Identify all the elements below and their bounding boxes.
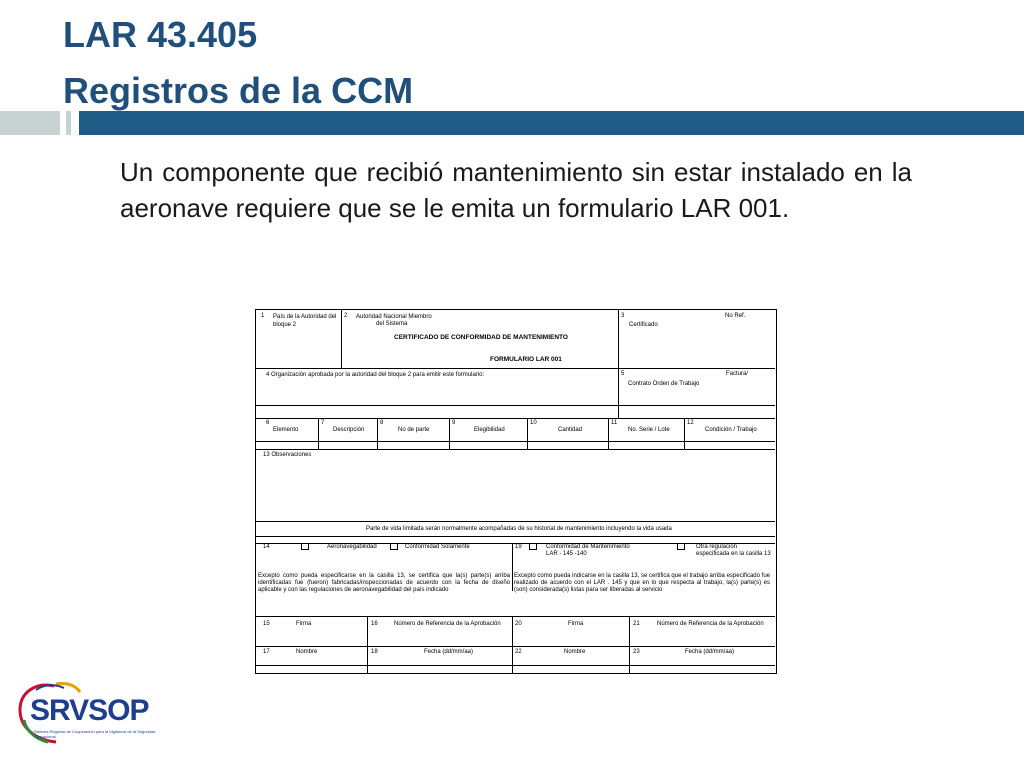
form-box-16-num: 16 (371, 621, 378, 627)
form-box-2-num: 2 (344, 313, 348, 319)
form-box-3-num: 3 (621, 313, 625, 319)
form-box-18-num: 18 (371, 649, 378, 655)
form-col-8-num: 8 (380, 420, 384, 426)
form-box-1-label-b: bloque 2 (273, 322, 297, 328)
form-box-3-ref: No Ref. (725, 313, 746, 319)
form-col-10-label: Cantidad (558, 427, 583, 433)
form-box-19-num: 19 (515, 544, 522, 550)
form-box-1-num: 1 (261, 313, 265, 319)
form-col-7-num: 7 (321, 420, 325, 426)
form-box-5-factura: Factura/ (726, 371, 749, 377)
form-box-21-num: 21 (633, 621, 640, 627)
srvsop-logo-caption: Sistema Regional de Cooperación para la Vigilancia de la Seguridad Operacional (34, 729, 156, 739)
form-life-note: Parte de vida limitada serán normalmente acompañadas de su historial de mantenimiento incluyendo la vida usada (366, 526, 672, 532)
form-col-8-label: No de parte (398, 427, 430, 433)
form-col-11-label: No. Serie / Lote (628, 427, 670, 433)
other-regulation-checkbox (677, 543, 685, 550)
form-col-12-num: 12 (687, 420, 694, 426)
form-col-9-num: 9 (452, 420, 456, 426)
maintenance-conformity-checkbox (529, 543, 537, 550)
form-col-12-label: Condición / Trabajo (705, 427, 757, 433)
form-box-15-label: Firma (296, 621, 312, 627)
form-box-23-label: Fecha (dd/mm/aa) (685, 649, 735, 655)
form-box-20-num: 20 (515, 621, 522, 627)
slide-title-line1: LAR 43.405 (63, 14, 258, 55)
airworthiness-checkbox (301, 543, 309, 550)
form-box-2-label-b: del Sistema (376, 321, 408, 327)
lar-001-form-image (255, 309, 777, 674)
form-box-19-label-b: LAR - 145 -140 (546, 551, 587, 557)
form-box-19-label-a: Conformidad de Mantenimiento (546, 544, 630, 550)
form-col-6-num: 6 (266, 420, 270, 426)
form-box-16-label: Número de Referencia de la Aprobación (394, 621, 501, 627)
form-left-paragraph: Excepto como pueda especificarse en la casilla 13, se certifica que la(s) parte(s) arriba identificadas fue (fueron) fabricadas/inspeccionadas de acuerdo con la fecha de diseño aplicable y con las regulaciones de aeronavegabilidad del país indicado (258, 573, 510, 593)
form-col-6-label: Elemento (273, 427, 299, 433)
decorative-bar-blue (79, 111, 1024, 135)
form-col-9-label: Elegibilidad (474, 427, 505, 433)
form-box-17-num: 17 (263, 649, 270, 655)
form-box-3-label: Certificado (629, 322, 658, 328)
form-box-20-label: Firma (568, 621, 584, 627)
form-box-21-label: Número de Referencia de la Aprobación (657, 621, 764, 627)
form-box-14-num: 14 (263, 544, 270, 550)
form-box-14-opt2: Conformidad Solamente (405, 544, 470, 550)
form-right-paragraph: Excepto como pueda indicarse en la casilla 13, se certifica que el trabajo arriba especificado fue realizado de acuerdo con el LAR . 145 y que en lo que respecta al trabajo, la(s) parte(s) es (son) considerada(s) listas para ser liberadas al servicio (514, 573, 770, 593)
form-box-19-other-b: especificada en la casilla 13 (696, 551, 771, 557)
srvsop-logo-text: SRVSOP (30, 694, 149, 727)
form-box-19-other-a: Otra regulación (696, 544, 738, 550)
form-box-23-num: 23 (633, 649, 640, 655)
form-box-13: 13 Observaciones (263, 452, 312, 458)
form-box-17-label: Nombre (296, 649, 318, 655)
srvsop-logo (16, 680, 156, 748)
form-box-1-label-a: País de la Autoridad del (273, 314, 337, 320)
form-box-22-label: Nombre (564, 649, 586, 655)
conformity-checkbox (390, 543, 398, 550)
form-box-15-num: 15 (263, 621, 270, 627)
form-col-11-num: 11 (611, 420, 618, 426)
form-col-7-label: Descripción (333, 427, 365, 433)
form-heading: CERTIFICADO DE CONFORMIDAD DE MANTENIMIENTO (394, 334, 568, 341)
form-subheading: FORMULARIO LAR 001 (490, 356, 562, 363)
form-box-18-label: Fecha (dd/mm/aa) (424, 649, 474, 655)
decorative-bar-small (66, 111, 71, 135)
form-box-2-label-a: Autoridad Nacional Miembro (356, 314, 432, 320)
form-col-10-num: 10 (530, 420, 537, 426)
decorative-bar-gray (0, 111, 60, 135)
form-box-14-opt1: Aeronavegabilidad (327, 544, 377, 550)
slide-title-line2: Registros de la CCM (63, 70, 414, 111)
form-box-22-num: 22 (515, 649, 522, 655)
intro-paragraph: Un componente que recibió mantenimiento sin estar instalado en la aeronave requiere que se le emita un formulario LAR 001. (120, 157, 912, 223)
form-box-5-label: Contrato Orden de Trabajo (628, 381, 700, 387)
form-box-4: 4 Organización aprobada por la autoridad del bloque 2 para emitir este formulario: (266, 372, 485, 378)
form-box-5-num: 5 (621, 371, 625, 377)
